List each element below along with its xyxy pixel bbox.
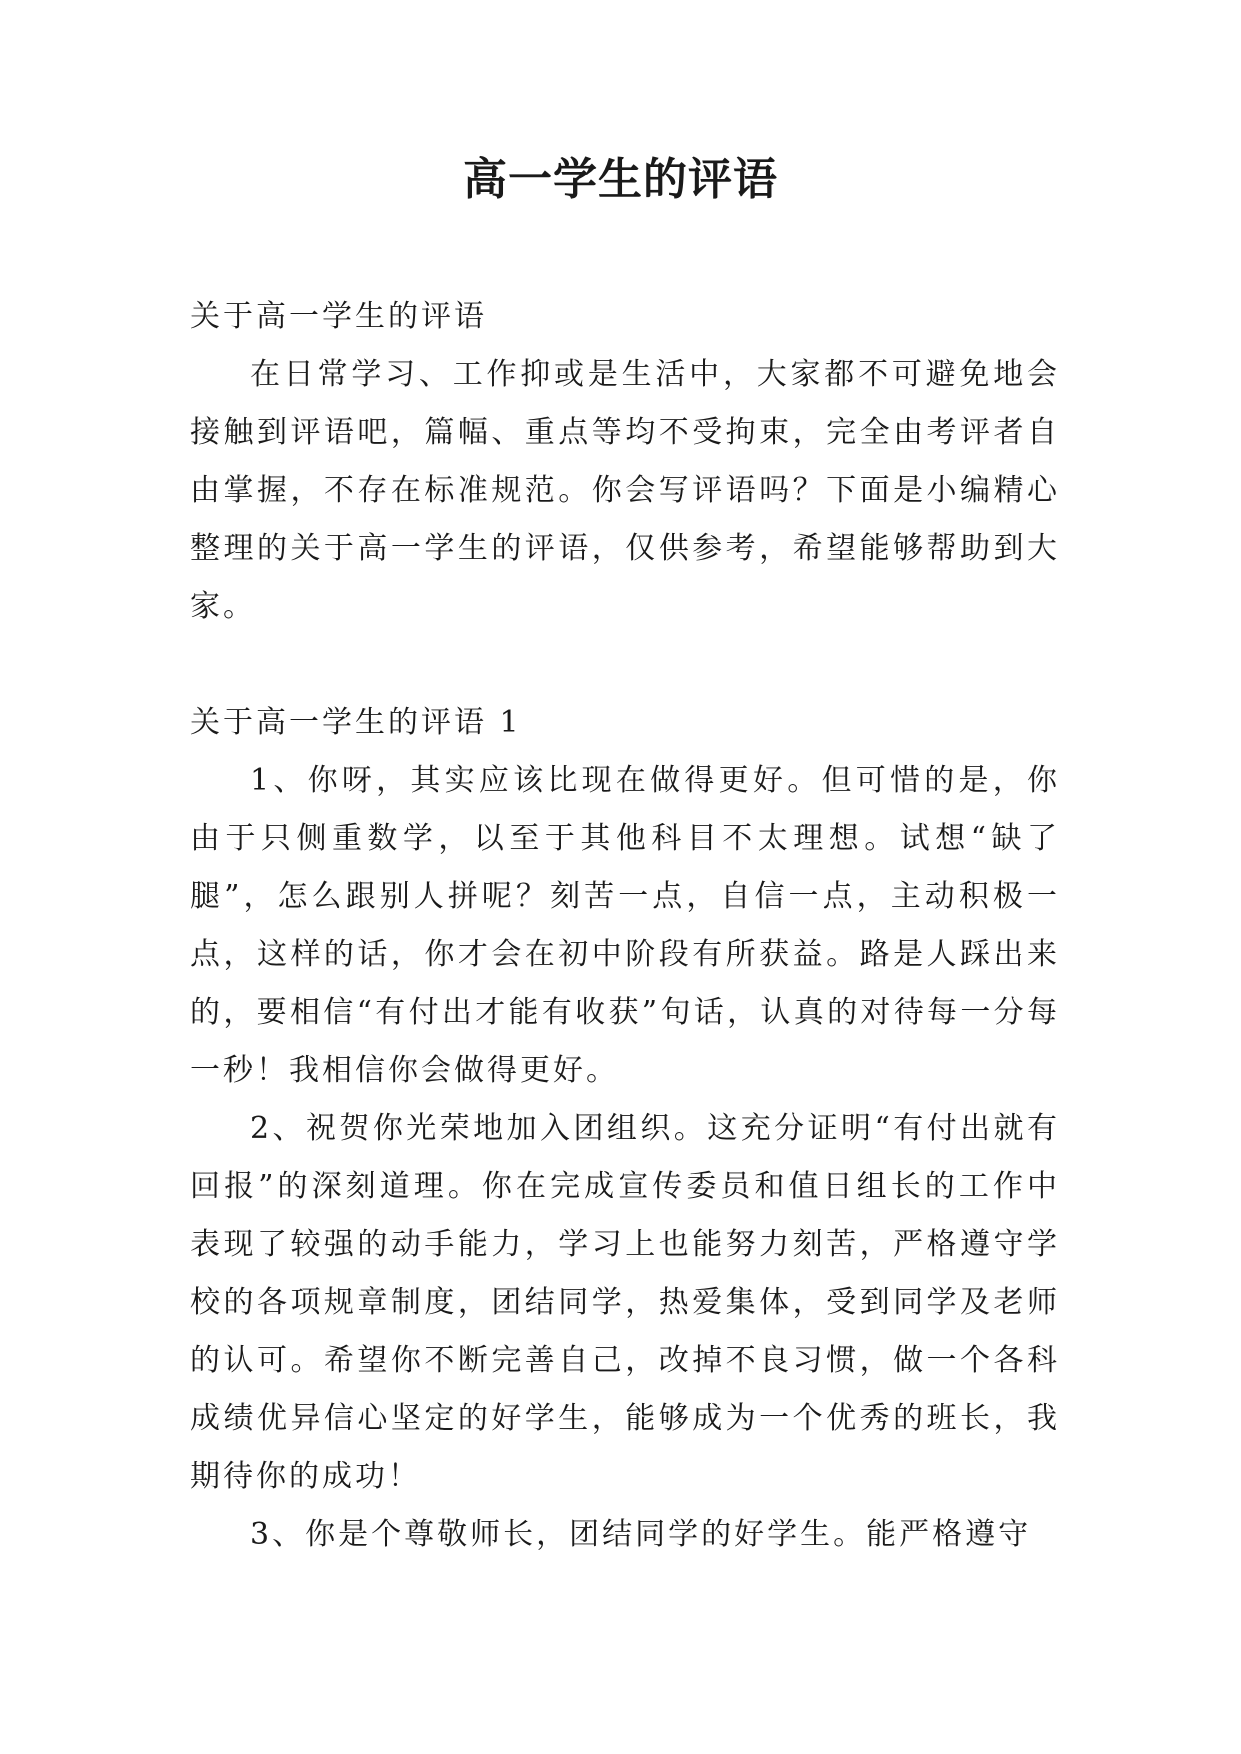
section-spacer (190, 636, 1060, 694)
intro-paragraph: 在日常学习、工作抑或是生活中，大家都不可避免地会接触到评语吧，篇幅、重点等均不受拘束，完全由考评者自由掌握，不存在标准规范。你会写评语吗？下面是小编精心整理的关于高一学生的评语，仅供参考，希望能够帮助到大家。 (190, 357, 1060, 624)
comment-item-2: 2、祝贺你光荣地加入团组织。这充分证明“有付出就有回报”的深刻道理。你在完成宣传委员和值日组长的工作中表现了较强的动手能力，学习上也能努力刻苦，严格遵守学校的各项规章制度，团结同学，热爱集体，受到同学及老师的认可。希望你不断完善自己，改掉不良习惯，做一个各科成绩优异信心坚定的好学生，能够成为一个优秀的班长，我期待你的成功！ (190, 1111, 1060, 1494)
comment-item-3: 3、你是个尊敬师长，团结同学的好学生。能严格遵守 (250, 1517, 1032, 1552)
document-body (190, 288, 1060, 1564)
intro-heading: 关于高一学生的评语 (190, 299, 487, 334)
comment-item-1: 1、你呀，其实应该比现在做得更好。但可惜的是，你由于只侧重数学，以至于其他科目不太理想。试想“缺了腿”，怎么跟别人拼呢？刻苦一点，自信一点，主动积极一点，这样的话，你才会在初中阶段有所获益。路是人踩出来的，要相信“有付出才能有收获”句话，认真的对待每一分每一秒！我相信你会做得更好。 (190, 763, 1060, 1088)
document-title: 高一学生的评语 (463, 154, 778, 205)
section-heading: 关于高一学生的评语 1 (190, 705, 522, 740)
